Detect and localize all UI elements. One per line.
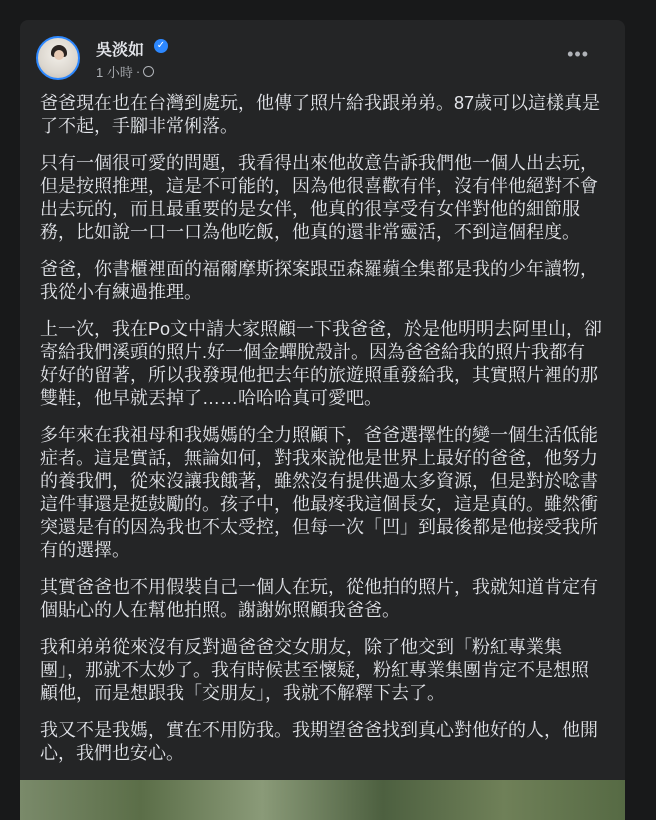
- paragraph-line: 突還是有的因為我也不太受控，但每一次「凹」到最後都是他接受我所: [40, 517, 598, 537]
- more-options-button[interactable]: •••: [567, 44, 589, 64]
- post-meta: [96, 62, 154, 81]
- paragraph-line: 但是按照推理，這是不可能的，因為他很喜歡有伴，沒有伴他絕對不會: [40, 176, 598, 196]
- paragraph-line: 團」，那就不太妙了。我有時候甚至懷疑，粉紅專業集團肯定不是想照: [40, 660, 589, 680]
- paragraph-line: 雙鞋，他早就丟掉了……哈哈哈真可愛吧。: [40, 388, 382, 408]
- paragraph-line: 務，比如說一口一口為他吃飯，他真的還非常靈活，不到這個程度。: [40, 222, 580, 242]
- paragraph-line: 症者。這是實話，無論如何，對我來說他是世界上最好的爸爸，他努力: [40, 448, 598, 468]
- verified-badge-icon: ✓: [154, 39, 168, 53]
- globe-icon: [143, 66, 154, 77]
- paragraph-line: 這件事還是挺鼓勵的。孩子中，他最疼我這個長女，這是真的。雖然衝: [40, 494, 598, 514]
- paragraph-line: 我又不是我媽，實在不用防我。我期望爸爸找到真心對他好的人，他開: [40, 720, 598, 740]
- post-time[interactable]: 1 小時: [96, 65, 133, 80]
- post-paragraph: [40, 424, 620, 562]
- post-card: [20, 20, 625, 810]
- paragraph-line: 其實爸爸也不用假裝自己一個人在玩，從他拍的照片，我就知道肯定有: [40, 577, 598, 597]
- paragraph-line: 了不起，手腳非常俐落。: [40, 116, 238, 136]
- paragraph-line: 只有一個很可愛的問題，我看得出來他故意告訴我們他一個人出去玩，: [40, 153, 598, 173]
- paragraph-line: 的養我們，從來沒讓我餓著，雖然沒有提供過太多資源，但是對於唸書: [40, 471, 598, 491]
- paragraph-line: 爸爸，你書櫃裡面的福爾摩斯探案跟亞森羅蘋全集都是我的少年讀物，: [40, 259, 598, 279]
- author-name[interactable]: 吳淡如: [96, 42, 145, 59]
- post-paragraph: [40, 258, 620, 304]
- paragraph-line: 個貼心的人在幫他拍照。謝謝妳照顧我爸爸。: [40, 600, 400, 620]
- meta-separator: ·: [135, 64, 141, 79]
- paragraph-line: 顧他，而是想跟我「交朋友」，我就不解釋下去了。: [40, 683, 445, 703]
- paragraph-line: 寄給我們溪頭的照片.好一個金蟬脫殼計。因為爸爸給我的照片我都有: [40, 342, 585, 362]
- paragraph-line: 出去玩的，而且最重要的是女伴，他真的很享受有女伴對他的細節服: [40, 199, 580, 219]
- paragraph-line: 好好的留著，所以我發現他把去年的旅遊照重發給我，其實照片裡的那: [40, 365, 598, 385]
- post-text: [40, 92, 620, 779]
- post-paragraph: [40, 152, 620, 244]
- paragraph-line: 爸爸現在也在台灣到處玩，他傳了照片給我跟弟弟。87歲可以這樣真是: [40, 93, 601, 113]
- post-paragraph: [40, 636, 620, 705]
- paragraph-line: 有的選擇。: [40, 540, 130, 560]
- post-paragraph: [40, 576, 620, 622]
- paragraph-line: 我從小有練過推理。: [40, 282, 202, 302]
- paragraph-line: 上一次，我在Po文中請大家照顧一下我爸爸，於是他明明去阿里山，卻: [40, 319, 603, 339]
- post-paragraph: [40, 92, 620, 138]
- paragraph-line: 我和弟弟從來沒有反對過爸爸交女朋友，除了他交到「粉紅專業集: [40, 637, 562, 657]
- paragraph-line: 心，我們也安心。: [40, 743, 184, 763]
- paragraph-line: 多年來在我祖母和我媽媽的全力照顧下，爸爸選擇性的變一個生活低能: [40, 425, 598, 445]
- post-photo[interactable]: [20, 780, 625, 820]
- post-paragraph: [40, 318, 620, 410]
- post-paragraph: [40, 719, 620, 765]
- author-avatar[interactable]: [36, 36, 80, 80]
